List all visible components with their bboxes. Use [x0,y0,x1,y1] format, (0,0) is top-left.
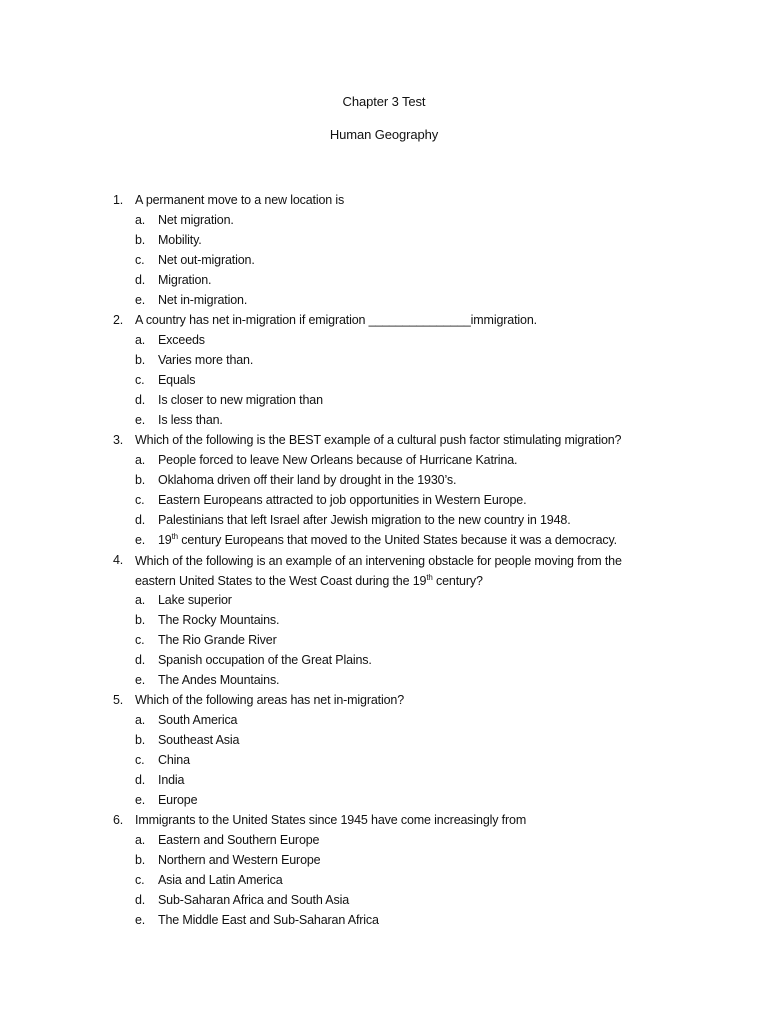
option-letter: a. [135,213,146,227]
option-text: The Andes Mountains. [158,673,280,687]
option-letter: d. [135,273,146,287]
question-text: A country has net in-migration if emigration _______________immigration. [135,313,537,327]
option-text-pre: 19 [158,533,172,547]
option-5c [113,751,673,771]
question-text [135,551,622,591]
option-text-post: century Europeans that moved to the United States because it was a democracy. [177,533,617,547]
option-letter: c. [135,753,145,767]
option-text: Lake superior [158,593,232,607]
option-3c [113,491,673,511]
option-2b [113,351,673,371]
option-1d [113,271,673,291]
option-text: The Middle East and Sub-Saharan Africa [158,913,379,927]
option-letter: c. [135,253,145,267]
question-text-line2-pre: eastern United States to the West Coast during the 19 [135,574,427,588]
option-letter: b. [135,353,146,367]
option-2e [113,411,673,431]
question-number: 3. [113,433,124,447]
page-subtitle: Human Geography [329,127,439,142]
option-text: Oklahoma driven off their land by drought in the 1930’s. [158,473,457,487]
option-letter: d. [135,513,146,527]
option-text: China [158,753,190,767]
option-letter: b. [135,233,146,247]
option-letter: a. [135,453,146,467]
option-text: The Rio Grande River [158,633,277,647]
option-3b [113,471,673,491]
question-6 [113,811,673,831]
option-letter: a. [135,593,146,607]
option-3a [113,451,673,471]
option-4a [113,591,673,611]
option-letter: c. [135,873,145,887]
option-text: Is less than. [158,413,223,427]
option-text: Varies more than. [158,353,254,367]
option-letter: e. [135,293,146,307]
question-text: Which of the following areas has net in-migration? [135,693,405,707]
option-letter: d. [135,773,146,787]
page-title: Chapter 3 Test [342,94,426,109]
question-number: 4. [113,553,124,567]
option-text: Eastern Europeans attracted to job opportunities in Western Europe. [158,493,527,507]
option-text: Net migration. [158,213,234,227]
option-text: Asia and Latin America [158,873,283,887]
option-1e [113,291,673,311]
option-text [158,531,617,551]
question-text-line1: Which of the following is an example of an intervening obstacle for people moving from the [135,554,622,568]
question-number: 2. [113,313,124,327]
option-letter: a. [135,333,146,347]
option-4e [113,671,673,691]
option-5a [113,711,673,731]
option-letter: e. [135,413,146,427]
option-text: Northern and Western Europe [158,853,321,867]
option-letter: b. [135,853,146,867]
option-2d [113,391,673,411]
option-6e [113,911,673,931]
option-text: Net in-migration. [158,293,248,307]
option-6c [113,871,673,891]
question-2 [113,311,673,331]
option-4c [113,631,673,651]
option-letter: d. [135,393,146,407]
option-6b [113,851,673,871]
option-letter: e. [135,793,146,807]
option-text: Net out-migration. [158,253,255,267]
option-6a [113,831,673,851]
option-text: Sub-Saharan Africa and South Asia [158,893,350,907]
option-letter: a. [135,833,146,847]
question-text: A permanent move to a new location is [135,193,345,207]
option-letter: d. [135,653,146,667]
option-text: Is closer to new migration than [158,393,323,407]
option-1c [113,251,673,271]
question-4 [113,551,673,591]
option-text: Europe [158,793,198,807]
option-text: The Rocky Mountains. [158,613,280,627]
option-letter: a. [135,713,146,727]
question-1 [113,191,673,211]
option-text: People forced to leave New Orleans because of Hurricane Katrina. [158,453,518,467]
question-number: 6. [113,813,124,827]
superscript: th [426,573,433,582]
option-4d [113,651,673,671]
option-5e [113,791,673,811]
option-letter: b. [135,733,146,747]
option-text: Migration. [158,273,212,287]
question-text-line2-post: century? [432,574,483,588]
option-letter: e. [135,533,146,547]
option-text: South America [158,713,238,727]
option-2a [113,331,673,351]
option-text: Palestinians that left Israel after Jewish migration to the new country in 1948. [158,513,571,527]
question-text: Which of the following is the BEST example of a cultural push factor stimulating migration? [135,433,622,447]
option-3e [113,531,673,551]
superscript: th [171,532,178,541]
question-text: Immigrants to the United States since 1945 have come increasingly from [135,813,527,827]
option-1a [113,211,673,231]
option-1b [113,231,673,251]
question-5 [113,691,673,711]
question-3 [113,431,673,451]
question-number: 1. [113,193,124,207]
option-letter: d. [135,893,146,907]
option-3d [113,511,673,531]
option-5d [113,771,673,791]
option-letter: c. [135,373,145,387]
option-letter: c. [135,633,145,647]
option-4b [113,611,673,631]
question-number: 5. [113,693,124,707]
option-text: Equals [158,373,196,387]
option-letter: c. [135,493,145,507]
option-text: Mobility. [158,233,202,247]
option-letter: e. [135,913,146,927]
option-letter: b. [135,613,146,627]
option-letter: e. [135,673,146,687]
option-text: Spanish occupation of the Great Plains. [158,653,372,667]
option-text: Eastern and Southern Europe [158,833,320,847]
option-2c [113,371,673,391]
option-6d [113,891,673,911]
option-text: Southeast Asia [158,733,240,747]
option-text: Exceeds [158,333,205,347]
option-5b [113,731,673,751]
question-list [113,191,673,931]
option-text: India [158,773,185,787]
option-letter: b. [135,473,146,487]
